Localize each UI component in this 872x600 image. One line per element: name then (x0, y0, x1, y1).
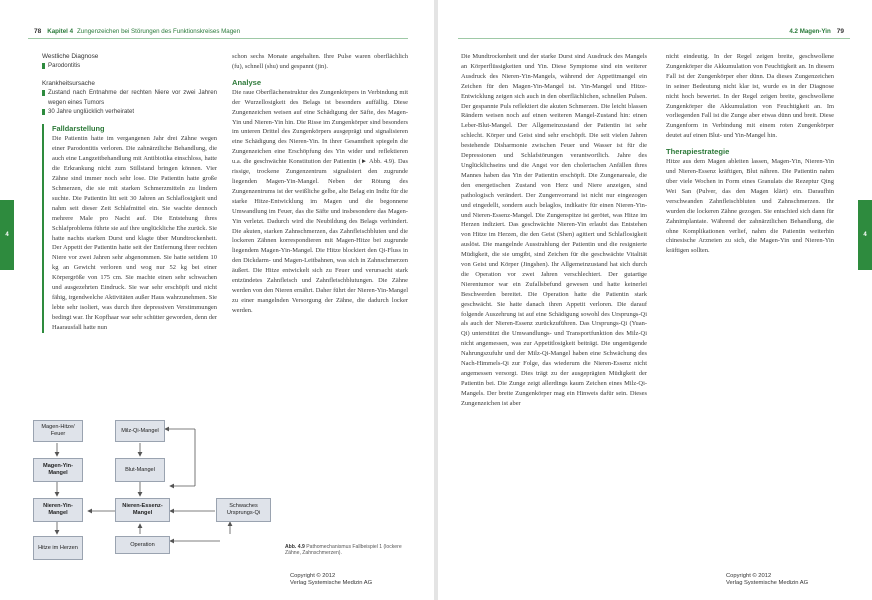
right-column-2 (666, 52, 834, 256)
bullet-marker (42, 90, 45, 96)
case-title: Falldarstellung (52, 124, 105, 134)
case-block (42, 124, 217, 332)
cause-item: Zustand nach Entnahme der rechten Niere vor zwei Jahren wegen eines Tumors (42, 88, 217, 107)
box-ursprungs-qi: Schwaches Ursprungs-Qi (216, 498, 271, 522)
left-chapter-tab: 4 (0, 200, 14, 270)
right-chapter-tab: 4 (858, 200, 872, 270)
copyright-line: Copyright © 2012 (290, 573, 336, 579)
analysis-text: Die raue Oberflächenstruktur des Zungenkörpers in Verbindung mit der Wurzellosigkeit des Belags ist besonders auffällig. Diese Zungenzeichen weisen auf eine Schädigung der Säfte, des Magen-Yin und Nieren-Yin hin. Die Risse im Zungenkörper sind besonders im unteren Drittel des Zungenkörpers ausgeprägt und signalisieren eine Schädigung des Nieren-Yin. In ihrer Gesamtheit spiegeln die Zungenzeichen eine Erschöpfung des Yin wider und reflektieren u.a. die geschwächte Konstitution der Patientin (► Abb. 4.9). Das rissige, trockene Zungenzentrum signalisiert den zugrunde liegenden Magen-Yin-Mangel. Neben der Rötung des Zungenzentrums ist der weißliche gelbe, alte Belag ein Indiz für die starke Hitze-Entwicklung im Magen und die begonnene Umwandlung im Feuer, das die Säfte und insbesondere das Magen-Yin verletzt. Dadurch wird die Neubildung des Belags verhindert. Die akuten, starken Zahnschmerzen, das Zahnfleischbluten und die lockeren Zähnen korrespondieren mit Magen-Hitze bei zugrunde liegendem Magen-Yin-Mangel. Die Hitze blockiert den Qi-Fluss in den Dickdarm- und Magen-Leitbahnen, was sich in Zahnschmerzen äußert. Die Hitze entwickelt sich zu Feuer und verursacht stark entzündetes Zahnfleisch und Zahnfleischblutungen. Die Zähne werden von den Nieren ernährt. Daher führt der Nieren-Yin-Mangel zu einer mangelnden Versorgung der Zähne, die dadurch locker werden. (232, 88, 408, 314)
section-label: 4.2 Magen-Yin (789, 27, 831, 35)
publisher-line: Verlag Systemische Medizin AG (290, 580, 373, 587)
discussion-text: Die Mundtrockenheit und der starke Durst sind Ausdruck des Mangels an Körperflüssigkeiten und Yin. Diese Symptome sind ein weiterer Ausdruck des Nieren-Yin-Mangels, während der Appetitmangel ein Zeichen für den Magen-Yin-Mangel ist. Yin-Mangel und Hitze-Entwicklung zeigen sich auch in den oberflächlichen, schnellen Pulsen. Der gespannte Puls reflektiert die akuten Schmerzen. Die leicht blassen Rändern weisen noch auf einen weiteren Mangel-Zustand hin: einen Leber-Blut-Mangel. Der Allgemeinzustand der Patientin ist sehr schlecht. Körper und Geist sind sehr erschöpft. Die seit vielen Jahren bestehende Disharmonie zwischen Feuer und Wasser ist für die Depressionen und Schlafstörungen verantwortlich. Jahre des Unglücklichseins und die Angst vor den cholerischen Anfällen ihres Mannes haben das Yin der Patientin erschöpft. Die Zungenareale, die den energetischen Zustand von Herz und Niere anzeigen, sind pathologisch verändert. Der Zungenvorrand ist nicht nur eingezogen und eingedellt, sondern auch belaglos, indikativ für einen Nieren-Yin- und Nieren-Essenz-Mangel. Die Zungenspitze ist gerötet, was Hitze im Herzen indiziert. Das geschwächte Nieren-Yin erlaubt das Entstehen von Hitze im Herzen, die den Geist (Shen) agitiert und Schlaflosigkeit auslöst. Die mangelnde Ausstrahlung der Patientin und die resignierte Müdigkeit, die sie umgibt, sind Zeichen für die geschwächte Vitalität von Geist und Körper (Jingshen). Ihr Allgemeinzustand hat sich durch die Operation vor zwei Jahren verschlechtert. Der gutartige Nierentumor war ein Zufallsbefund gewesen und hatte keinerlei Beschwerden bereitet. Die Operation hatte die Patientin stark geschwächt. Sie hatte danach ihren Appetit verloren. Die darauf folgende Auszehrung ist auf eine Schädigung sowohl des Ursprungs-Qi als auch der Nieren-Essenz zurückzuführen. Das Ursprungs-Qi (Yuan-Qi) unterstützt die Umwandlungs- und Transportfunktion des Milz-Qi nicht angemessen, was zur Appetitlosigkeit beiträgt. Die ungenügende Nahrungszufuhr und der Milz-Qi-Mangel haben eine Schwächung des Nach-Himmels-Qi zur Folge, das wiederum die Nieren-Essenz nicht angemessen versorgt. Dies trägt zu der ausgeprägten Müdigkeit der Patientin bei. Die Zunge zeigt allerdings kaum Zeichen eines Milz-Qi-Mangels. Der breite Zungenkörper mag ein Hinweis dafür sein. Dieses Zungenzeichen ist aber (461, 53, 647, 407)
right-header-rule (458, 38, 850, 39)
box-nieren-yin: Nieren-Yin-Mangel (33, 498, 83, 522)
left-column-1 (42, 52, 217, 333)
therapy-text: Hitze aus dem Magen ableiten lassen, Magen-Yin, Nieren-Yin und Nieren-Essenz kräftigen, Blut nähren. Die Patientin nahm über viele Wochen in Form eines Granulats die Rezeptur Qing Wei San (Pulver, das den Magen klärt) ein. Daraufhin verschwanden Zahnfleischbluten und Zahnschmerzen. Ihr wurden die lockeren Zähne gezogen. Sie entschied sich dann für Zahnimplantate. Während der zahnärztlichen Behandlung, die ohne Komplikationen verlief, nahm die Patientin weiterhin chinesische Arzneien zu sich, die Magen-Yin und Nieren-Yin kräftigen sollten. (666, 158, 834, 255)
right-running-header (789, 25, 850, 37)
diagnosis-item: Parodontitis (42, 61, 217, 70)
right-column-1 (461, 52, 647, 409)
chapter-title: Zungenzeichen bei Störungen des Funktionskreises Magen (77, 27, 241, 35)
box-nieren-essenz: Nieren-Essenz-Mangel (115, 498, 170, 522)
chapter-label: Kapitel 4 (47, 27, 74, 35)
right-copyright (726, 573, 808, 587)
box-blut: Blut-Mangel (115, 458, 165, 482)
cause-title: Krankheitsursache (42, 79, 95, 87)
western-diagnosis-title: Westliche Diagnose (42, 53, 99, 60)
box-milz-qi: Milz-Qi-Mangel (115, 420, 165, 442)
therapy-title: Therapiestrategie (666, 147, 730, 157)
analysis-title: Analyse (232, 77, 262, 87)
left-copyright (290, 573, 372, 587)
left-header-rule (28, 38, 408, 39)
left-running-header (28, 25, 240, 37)
left-page (0, 0, 434, 600)
left-column-2 (232, 52, 408, 316)
box-magen-hitze: Magen-Hitze/ Feuer (33, 420, 83, 442)
tongue-text: nicht eindeutig. In der Regel zeigen breite, geschwollene Zungenkörper die Akkumulation von Feuchtigkeit an. In diesem Fall ist der Zungenkörper eher dünn. Da dieses Zungenzeichen in seiner Bedeutung nicht klar ist, wurde es in der Diagnose nicht hoch bewertet. In der Regel zeigen breite, geschwollene Zungenkörper die Akkumulation von Feuchtigkeit an. Im vorliegenden Fall ist die Zunge aber etwas dünn und breit. Diese Zungenform in Verbindung mit einem roten Zungenkörper deutet auf einen Blut- und Yin-Mangel hin. (666, 53, 834, 140)
left-page-number: 78 (34, 27, 42, 35)
figure-caption (285, 544, 405, 557)
publisher-line: Verlag Systemische Medizin AG (726, 580, 809, 587)
figure-label: Abb. 4.9 (285, 544, 305, 550)
copyright-line: Copyright © 2012 (726, 573, 772, 579)
box-operation: Operation (115, 536, 170, 554)
right-page (438, 0, 872, 600)
box-hitze-herzen: Hitze im Herzen (33, 536, 83, 560)
figure-caption-text: Pathomechanismus Fallbeispiel 1 (lockere Zähne, Zahnschmerzen). (285, 544, 402, 557)
right-page-number: 79 (836, 27, 844, 35)
box-magen-yin: Magen-Yin-Mangel (33, 458, 83, 482)
bullet-marker (42, 63, 45, 69)
bullet-marker (42, 109, 45, 115)
case-text: Die Patientin hatte im vergangenen Jahr drei Zähne wegen einer Parodontitis verloren. Die zahnärztliche Behandlung, die auch eine Langzeitbehandlung mit Antibiotika einschloss, hatte die Erkrankung nicht zum Stillstand bringen können. Vier Zähne sind immer noch sehr lose. Die Patientin hatte große Schmerzen, die sie mit starken Schmerzmitteln zu lindern suchte. Die Patientin litt seit 30 Jahren an Schlaflosigkeit und nahm seit dieser Zeit Schlafmittel ein. Sie wachte dennoch mehrere Male pro Nacht auf. Die Entstehung ihres Schlafproblems führte sie auf ihre unglückliche Ehe zurück. Sie hatte nachts starken Durst und klagte über Mundtrockenheit. Der Appetit der Patientin hatte seit der Entfernung ihrer rechten Niere vor zwei Jahren sehr abgenommen. Sie hatte seitdem 10 kg an Gewicht verloren und wog nur 52 kg bei einer Körpergröße von 175 cm. Sie machte einen sehr schwachen und ausgezehrten Eindruck. Sie war sehr erschöpft und nicht fähig, irgendwelche Aktivitäten außer Haus wahrzunehmen. Sie lebte sehr isoliert, was durch ihre depressiven Verstimmungen bedingt war. Ihr Kopfhaar war sehr schütter geworden, denn der Haarausfall hatte nun (52, 135, 217, 331)
cause-item: 30 Jahre unglücklich verheiratet (42, 107, 217, 116)
pulse-text: schon sechs Monate angehalten. Ihre Pulse waren oberflächlich (fu), schnell (shu) und gespannt (jin). (232, 53, 408, 70)
